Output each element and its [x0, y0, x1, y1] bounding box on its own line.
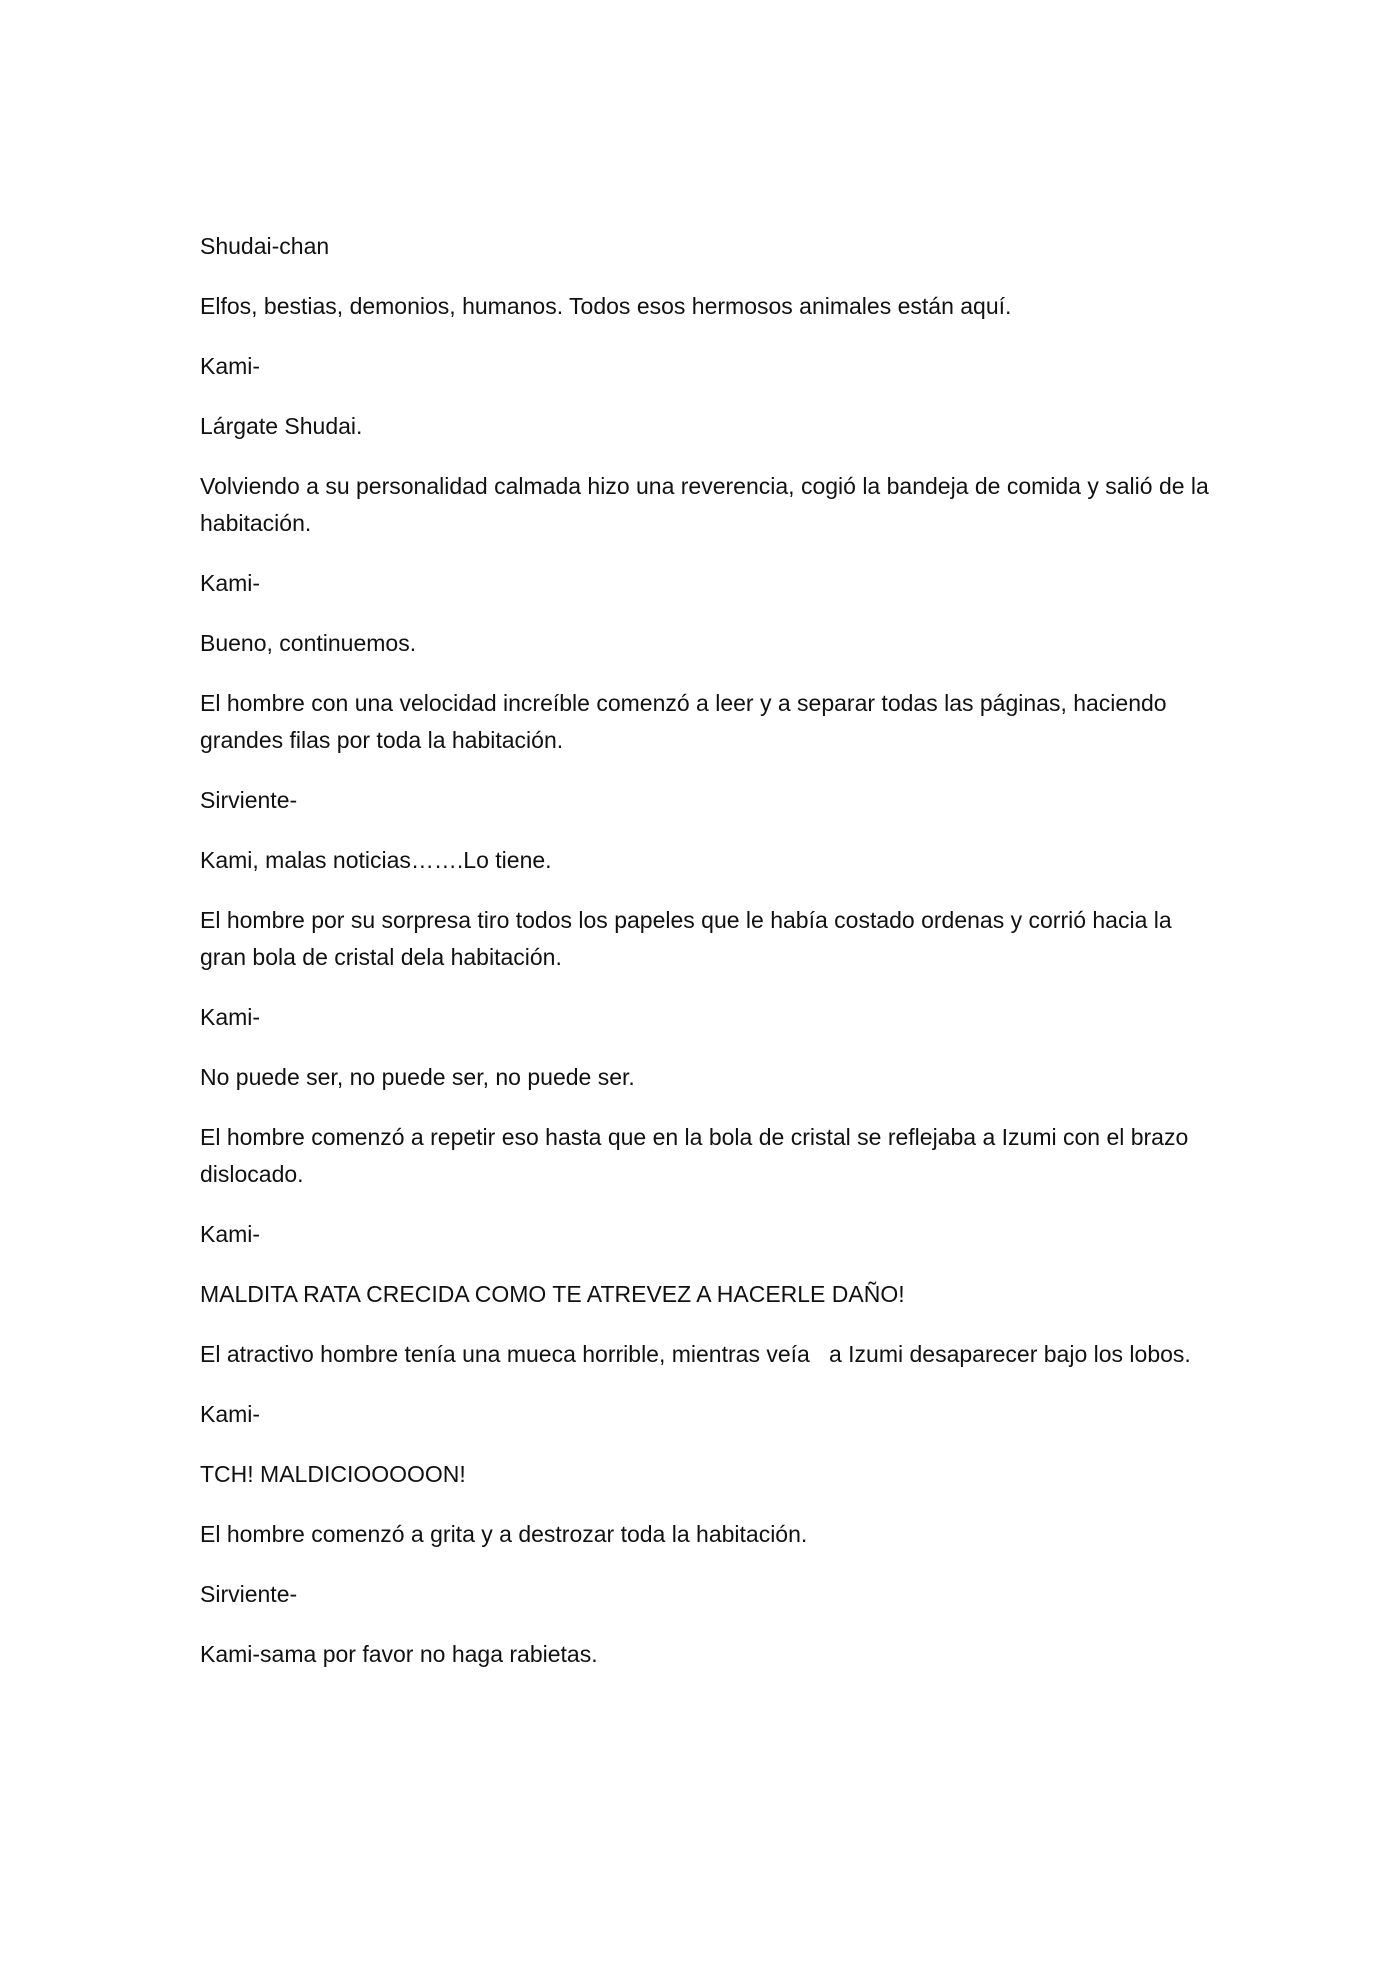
speaker-line: Kami- — [200, 1004, 261, 1030]
narration-paragraph: El hombre por su sorpresa tiro todos los papeles que le había costado ordenas y corrió hacia la gran bola de cristal dela habitación. — [200, 907, 1179, 970]
speaker-line: Kami- — [200, 1221, 261, 1247]
dialogue-paragraph: Kami, malas noticias…….Lo tiene. — [200, 847, 552, 873]
narration-paragraph: El atractivo hombre tenía una mueca horrible, mientras veía a Izumi desaparecer bajo los lobos. — [200, 1341, 1191, 1367]
speaker-line: Sirviente- — [200, 1581, 298, 1607]
speaker-line: Sirviente- — [200, 787, 298, 813]
dialogue-paragraph: Bueno, continuemos. — [200, 630, 417, 656]
dialogue-paragraph: Lárgate Shudai. — [200, 413, 363, 439]
dialogue-paragraph: Elfos, bestias, demonios, humanos. Todos esos hermosos animales están aquí. — [200, 293, 1012, 319]
narration-paragraph: Volviendo a su personalidad calmada hizo una reverencia, cogió la bandeja de comida y salió de la habitación. — [200, 473, 1216, 536]
dialogue-paragraph: MALDITA RATA CRECIDA COMO TE ATREVEZ A HACERLE DAÑO! — [200, 1281, 905, 1307]
dialogue-paragraph: TCH! MALDICIOOOOON! — [200, 1461, 466, 1487]
narration-paragraph: El hombre comenzó a repetir eso hasta que en la bola de cristal se reflejaba a Izumi con el brazo dislocado. — [200, 1124, 1195, 1187]
narration-paragraph: El hombre con una velocidad increíble comenzó a leer y a separar todas las páginas, haciendo grandes filas por toda la habitación. — [200, 690, 1173, 753]
speaker-line: Kami- — [200, 1401, 261, 1427]
document-body — [200, 228, 1216, 1696]
speaker-line: Kami- — [200, 353, 261, 379]
speaker-line: Kami- — [200, 570, 261, 596]
narration-paragraph: El hombre comenzó a grita y a destrozar toda la habitación. — [200, 1521, 808, 1547]
speaker-line: Shudai-chan — [200, 233, 330, 259]
dialogue-paragraph: Kami-sama por favor no haga rabietas. — [200, 1641, 598, 1667]
dialogue-paragraph: No puede ser, no puede ser, no puede ser. — [200, 1064, 635, 1090]
